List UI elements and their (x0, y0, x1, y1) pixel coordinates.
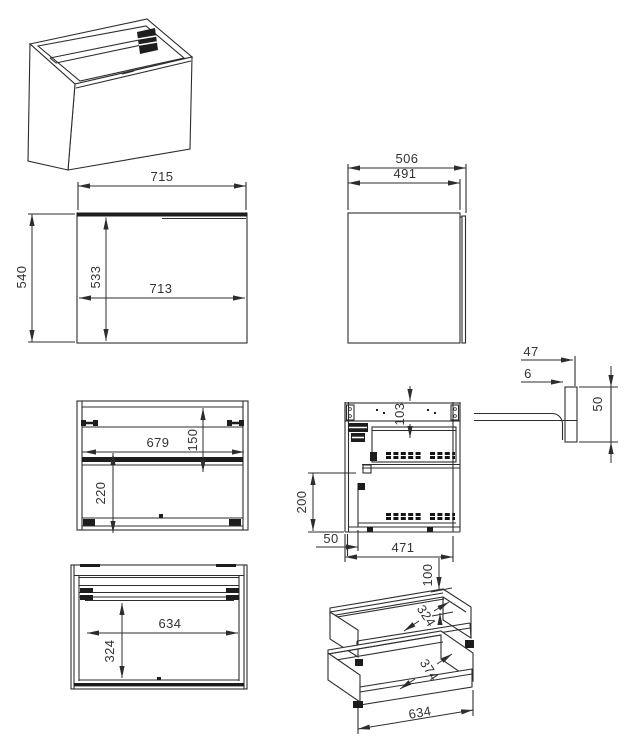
isometric-drawers-view (328, 558, 474, 734)
dim-front-height-outer: 540 (14, 265, 29, 289)
dim-open-top-height: 150 (185, 428, 200, 452)
mounting-bracket (137, 28, 158, 54)
side-section-view (294, 386, 460, 562)
dim-rail-thickness: 6 (524, 366, 532, 381)
dim-section-front-offset: 50 (323, 531, 339, 546)
side-door-edge (462, 216, 466, 343)
side-view (348, 151, 466, 343)
rail-plate (565, 387, 577, 442)
dim-front-width-outer: 715 (150, 169, 174, 184)
dim-side-depth-inner: 491 (393, 166, 417, 181)
dim-section-inner-depth: 471 (391, 540, 415, 555)
rail-detail-view (474, 344, 618, 463)
dim-iso-drawer-width: 634 (407, 703, 433, 722)
side-outline (348, 213, 460, 343)
front-view (14, 169, 247, 343)
dim-rail-offset: 47 (523, 344, 539, 359)
dim-open-opening-height: 220 (93, 481, 108, 505)
upper-slide (372, 427, 456, 462)
dim-front-width-inner: 713 (149, 281, 173, 296)
dim-iso-upper-depth: 324 (413, 602, 439, 630)
isometric-cabinet-view (28, 19, 192, 170)
dim-drawer-inner-height: 324 (102, 639, 117, 663)
lower-drawer-front (360, 669, 472, 705)
front-top-rim (77, 213, 247, 217)
mid-rail (82, 457, 243, 462)
dim-iso-side-height: 100 (420, 563, 435, 587)
dim-section-lower-height: 200 (294, 490, 309, 514)
front-open-view (77, 401, 248, 533)
dim-open-inner-width: 679 (146, 435, 170, 450)
dim-drawer-inner-width: 634 (158, 616, 182, 631)
dim-rail-height: 50 (590, 396, 605, 412)
dim-side-depth-outer: 506 (395, 151, 419, 166)
dim-section-top-clearance: 103 (392, 402, 407, 426)
drawer-front-view (71, 565, 247, 689)
dim-front-height-inner: 533 (88, 265, 103, 289)
dim-iso-lower-depth: 374 (416, 656, 442, 684)
